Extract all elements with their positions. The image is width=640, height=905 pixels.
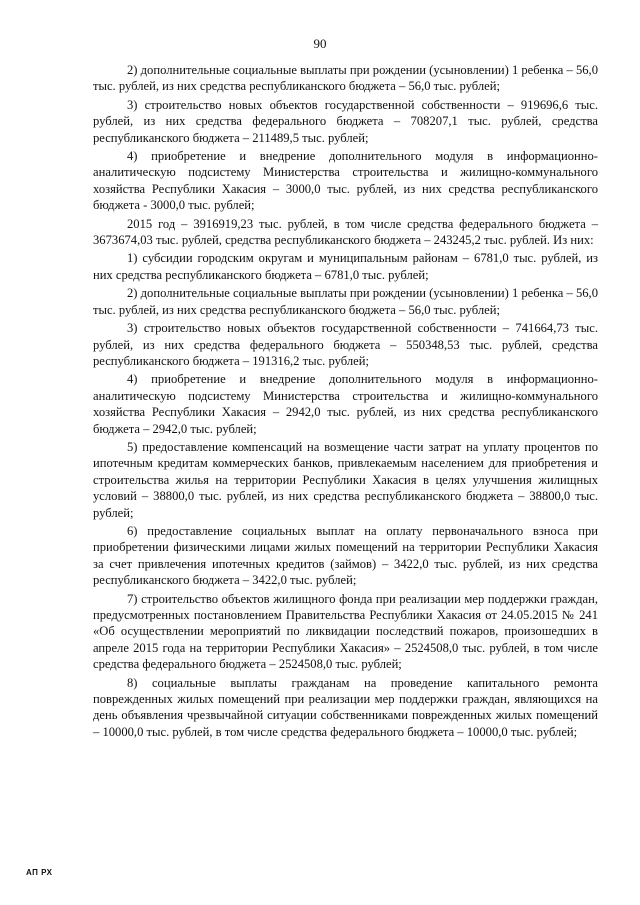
paragraph: 2) дополнительные социальные выплаты при рождении (усыновлении) 1 ребенка – 56,0 тыс. рублей, из них средства республиканского бюджета – 56,0 тыс. рублей;	[93, 63, 598, 94]
paragraph: 6) предоставление социальных выплат на оплату первоначального взноса при приобретении физическими лицами жилых помещений на территории Республики Хакасия за счет привлечения ипотечных кредитов (займов) – 3422,0 тыс. рублей, из них средства республиканского бюджета – 3422,0 тыс. рублей;	[93, 523, 598, 588]
paragraph: 4) приобретение и внедрение дополнительного модуля в информационно-аналитическую подсистему Министерства строительства и жилищно-коммунального хозяйства Республики Хакасия – 3000,0 тыс. рублей, из них средства республиканского бюджета - 3000,0 тыс. рублей;	[93, 149, 598, 213]
paragraph: 1) субсидии городским округам и муниципальным районам – 6781,0 тыс. рублей, из них средства республиканского бюджета – 6781,0 тыс. рублей;	[93, 251, 598, 282]
paragraph: 4) приобретение и внедрение дополнительного модуля в информационно-аналитическую подсистему Министерства строительства и жилищно-коммунального хозяйства Республики Хакасия – 2942,0 тыс. рублей, из них средства республиканского бюджета – 2942,0 тыс. рублей;	[93, 372, 598, 436]
paragraph: 3) строительство новых объектов государственной собственности – 919696,6 тыс. рублей, из них средства федерального бюджета – 708207,1 тыс. рублей, средства республиканского бюджета – 211489,5 тыс. рублей;	[93, 97, 598, 145]
paragraph: 2015 год – 3916919,23 тыс. рублей, в том числе средства федерального бюджета – 3673674,03 тыс. рублей, средства республиканского бюджета – 243245,2 тыс. рублей. Из них:	[93, 216, 598, 248]
footer-stamp: АП РХ	[26, 868, 53, 877]
paragraph: 2) дополнительные социальные выплаты при рождении (усыновлении) 1 ребенка – 56,0 тыс. рублей, из них средства республиканского бюджета – 56,0 тыс. рублей;	[93, 286, 598, 317]
paragraph: 8) социальные выплаты гражданам на проведение капитального ремонта поврежденных жилых помещений при реализации мер поддержки граждан, являющихся на день объявления чрезвычайной ситуации собственниками поврежденных жилых помещений – 10000,0 тыс. рублей, в том числе средства федерального бюджета – 10000,0 тыс. рублей;	[93, 675, 598, 739]
paragraph: 3) строительство новых объектов государственной собственности – 741664,73 тыс. рублей, из них средства федерального бюджета – 550348,53 тыс. рублей, средства республиканского бюджета – 191316,2 тыс. рублей;	[93, 321, 598, 368]
page-number: 90	[313, 36, 327, 51]
document-body	[93, 62, 598, 742]
paragraph: 7) строительство объектов жилищного фонда при реализации мер поддержки граждан, предусмотренных постановлением Правительства Республики Хакасия от 24.05.2015 № 241 «Об осуществлении мероприятий по ликвидации последствий пожаров, произошедших в апреле 2015 года на территории Республики Хакасия» – 2524508,0 тыс. рублей, в том числе средства федерального бюджета – 2524508,0 тыс. рублей;	[93, 591, 598, 672]
paragraph: 5) предоставление компенсаций на возмещение части затрат на уплату процентов по ипотечным кредитам коммерческих банков, привлекаемым населением для приобретения и строительства жилья на территории Республики Хакасия в целях улучшения жилищных условий – 38800,0 тыс. рублей, из них средства республиканского бюджета – 38800,0 тыс. рублей;	[93, 439, 598, 520]
